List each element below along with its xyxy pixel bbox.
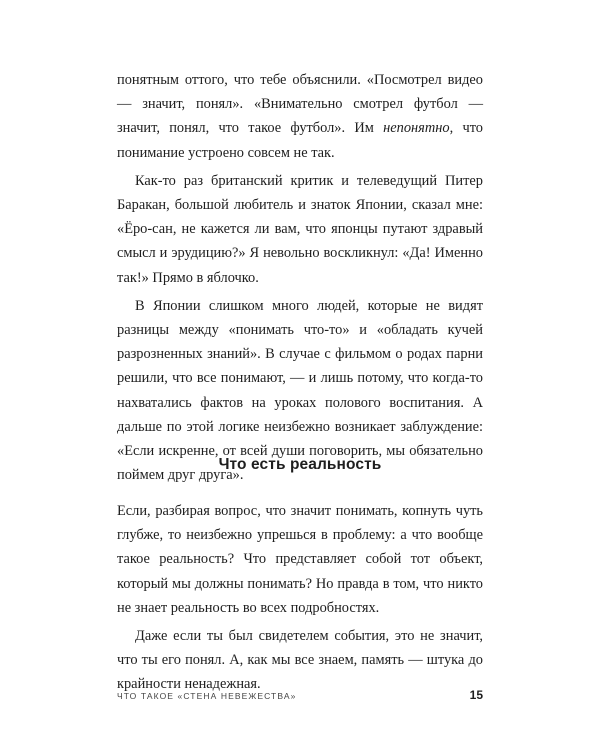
body-text-section-1 <box>117 68 483 487</box>
page-number: 15 <box>469 688 483 702</box>
paragraph-1 <box>117 68 483 165</box>
paragraph-1-emphasis: непонятно <box>383 120 450 137</box>
section-heading: Что есть реальность <box>218 456 382 473</box>
paragraph-4: Если, разбирая вопрос, что значит понимать, копнуть чуть глубже, то неизбежно упрешься в проблему: а что вообще такое реальность? Что представляет собой тот объект, который мы должны понимать? Но правда в том, что никто не знает реальность во всех подробностях. <box>117 503 483 616</box>
page-footer <box>117 688 483 704</box>
paragraph-5: Даже если ты был свидетелем события, это не значит, что ты его понял. А, как мы все знаем, память — штука до крайности ненадежная. <box>117 628 483 693</box>
running-head: ЧТО ТАКОЕ «СТЕНА НЕВЕЖЕСТВА» <box>117 691 297 701</box>
paragraph-1-end: , что понимание устроено совсем не так. <box>117 120 483 161</box>
paragraph-2: Как-то раз британский критик и телеведущий Питер Баракан, большой любитель и знаток Японии, сказал мне: «Ёро-сан, не кажется ли вам, что японцы путают здравый смысл и эрудицию?» Я невольно воскликнул: «Да! Именно так!» Прямо в яблочко. <box>117 172 483 286</box>
paragraph-1-text: понятным оттого, что тебе объяснили. «Посмотрел видео — значит, понял». «Внимательно смотрел футбол — значит, понял, что такое футбол». Им <box>117 72 483 137</box>
body-text-section-2 <box>117 499 483 697</box>
paragraph-3: В Японии слишком много людей, которые не видят разницы между «понимать что-то» и «обладать кучей разрозненных знаний». В случае с фильмом о родах парни решили, что все понимают, — и лишь потому, что когда-то нахватались фактов на уроках полового воспитания. А дальше по этой логике неизбежно возникает заблуждение: «Если искренне, от всей души поговорить, мы обязательно поймем друг друга». <box>117 297 483 484</box>
